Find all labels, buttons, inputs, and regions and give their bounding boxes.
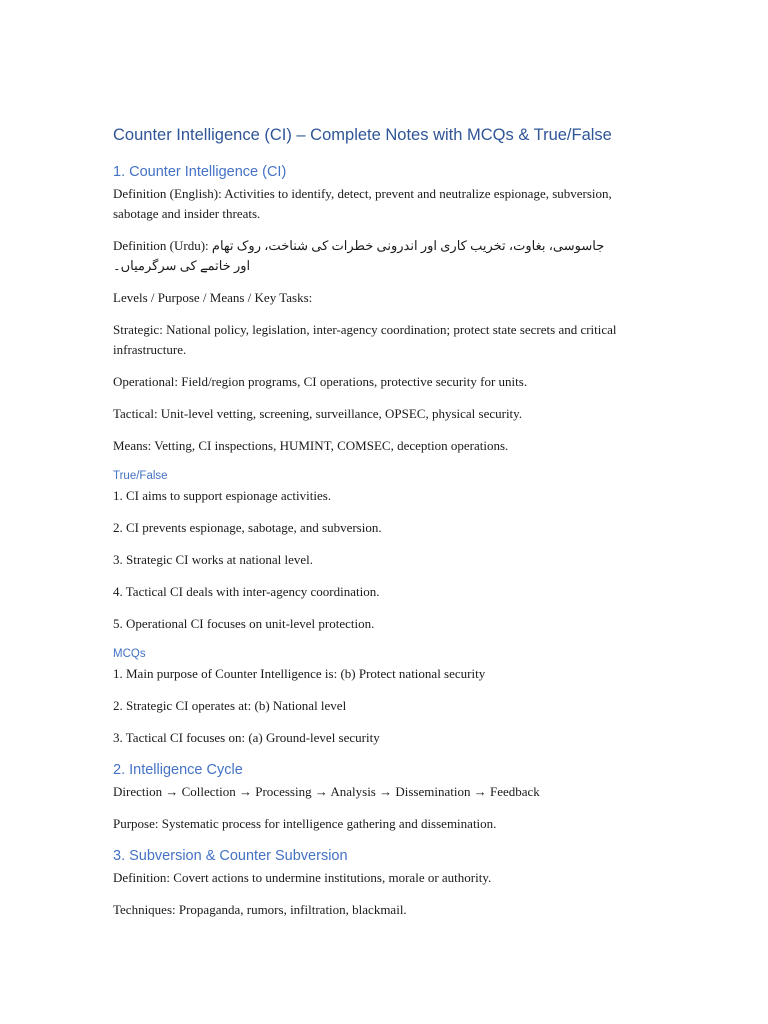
strategic-text: Strategic: National policy, legislation, inter-agency coordination; protect state secrets and critical infrastructure. (113, 322, 617, 357)
section-heading-subversion: 3. Subversion & Counter Subversion (113, 848, 348, 864)
definition-urdu-text-line1: جاسوسی، بغاوت، تخریب کاری اور اندرونی خطرات کی شناخت، روک تھام (211, 238, 605, 253)
mcq-item: 2. Strategic CI operates at: (b) National level (113, 698, 347, 713)
subversion-techniques: Techniques: Propaganda, rumors, infiltration, blackmail. (113, 902, 407, 917)
document-page (113, 124, 658, 932)
levels-heading: Levels / Purpose / Means / Key Tasks: (113, 290, 313, 305)
subversion-definition: Definition: Covert actions to undermine institutions, morale or authority. (113, 870, 492, 885)
definition-urdu-text-line2: اور خاتمے کی سرگرمیاں۔ (113, 258, 251, 273)
tactical-text: Tactical: Unit-level vetting, screening, surveillance, OPSEC, physical security. (113, 406, 523, 421)
mcq-item: 1. Main purpose of Counter Intelligence is: (b) Protect national security (113, 666, 486, 681)
true-false-item: 4. Tactical CI deals with inter-agency coordination. (113, 584, 380, 599)
true-false-heading: True/False (113, 470, 168, 482)
true-false-item: 5. Operational CI focuses on unit-level protection. (113, 616, 375, 631)
document-title: Counter Intelligence (CI) – Complete Notes with MCQs & True/False (113, 126, 612, 144)
true-false-item: 3. Strategic CI works at national level. (113, 552, 314, 567)
cycle-text: Direction → Collection → Processing → Analysis → Dissemination → Feedback (113, 784, 540, 799)
true-false-item: 2. CI prevents espionage, sabotage, and subversion. (113, 520, 382, 535)
mcqs-heading: MCQs (113, 648, 146, 660)
operational-text: Operational: Field/region programs, CI operations, protective security for units. (113, 374, 528, 389)
cycle-purpose-text: Purpose: Systematic process for intelligence gathering and dissemination. (113, 816, 497, 831)
true-false-item: 1. CI aims to support espionage activities. (113, 488, 332, 503)
mcq-item: 3. Tactical CI focuses on: (a) Ground-level security (113, 730, 380, 745)
definition-english: Definition (English): Activities to identify, detect, prevent and neutralize espionage, subversion, sabotage and insider threats. (113, 186, 612, 221)
definition-urdu (113, 236, 658, 276)
definition-urdu-label: Definition (Urdu): (113, 238, 212, 253)
means-text: Means: Vetting, CI inspections, HUMINT, COMSEC, deception operations. (113, 438, 509, 453)
section-heading-ci: 1. Counter Intelligence (CI) (113, 164, 287, 180)
section-heading-intelligence-cycle: 2. Intelligence Cycle (113, 762, 243, 778)
